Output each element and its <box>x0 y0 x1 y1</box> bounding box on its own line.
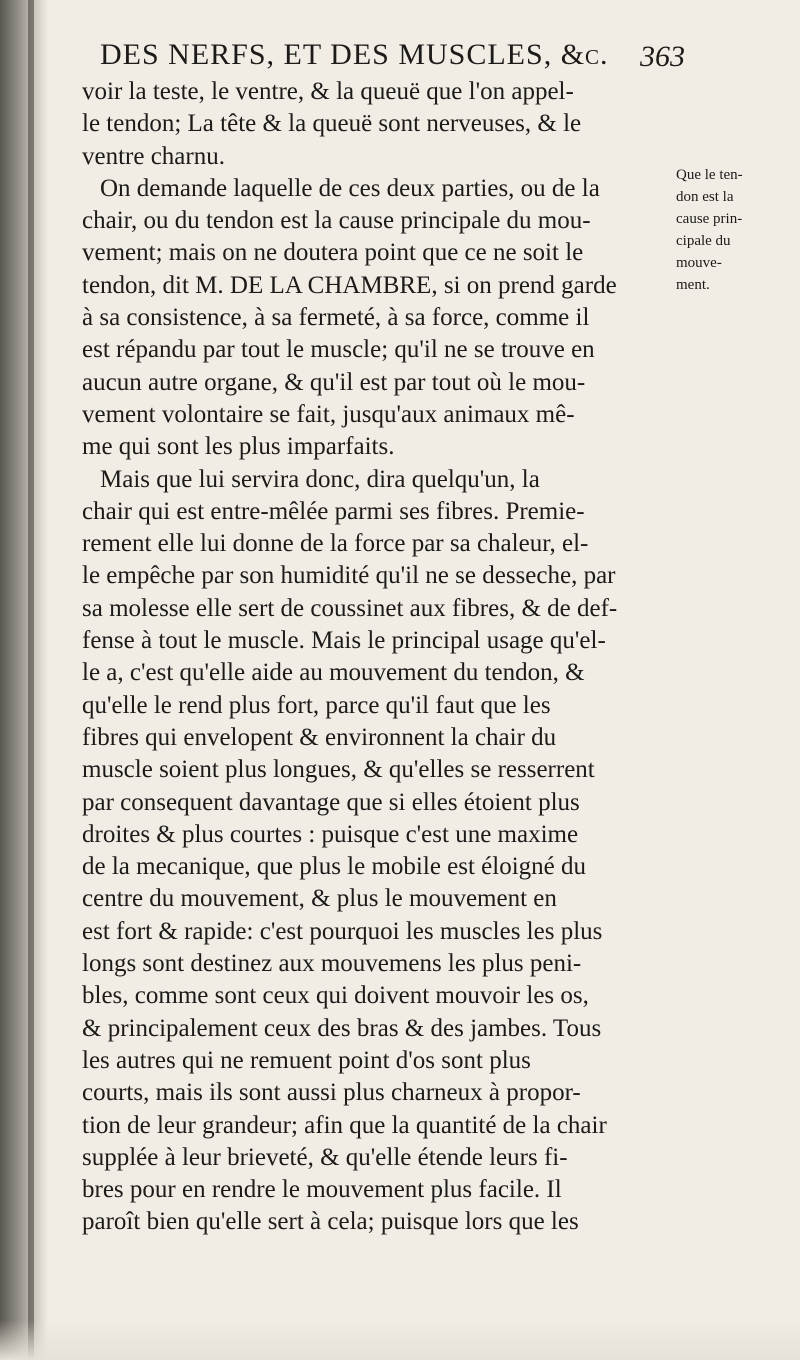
text-line: tion de leur grandeur; afin que la quantité de la chair <box>82 1111 607 1139</box>
text-line: muscle soient plus longues, & qu'elles se resserrent <box>82 756 595 784</box>
paragraph-start-line: Mais que lui servira donc, dira quelqu'un, la <box>100 465 540 493</box>
text-line: est fort & rapide: c'est pourquoi les muscles les plus <box>82 917 603 945</box>
text-line: longs sont destinez aux mouvemens les plus peni- <box>82 950 582 978</box>
text-line: droites & plus courtes : puisque c'est une maxime <box>82 820 579 848</box>
page-number: 363 <box>640 40 685 73</box>
margin-note-line: don est la <box>676 189 734 205</box>
page-edge <box>28 0 34 1360</box>
paragraph-start-line: On demande laquelle de ces deux parties, ou de la <box>100 174 600 202</box>
margin-note-line: Que le ten- <box>676 167 743 183</box>
text-line: le a, c'est qu'elle aide au mouvement du tendon, & <box>82 659 585 687</box>
margin-note-line: ment. <box>676 277 710 293</box>
text-line: fibres qui envelopent & environnent la chair du <box>82 723 557 751</box>
text-line: bles, comme sont ceux qui doivent mouvoir les os, <box>82 982 589 1010</box>
text-line: voir la teste, le ventre, & la queuë que l'on appel- <box>82 78 574 105</box>
text-line: courts, mais ils sont aussi plus charneux à propor- <box>82 1079 581 1107</box>
margin-note-line: cause prin- <box>676 211 743 227</box>
text-line: est répandu par tout le muscle; qu'il ne se trouve en <box>82 336 595 364</box>
text-line: le empêche par son humidité qu'il ne se desseche, par <box>82 562 616 590</box>
binding-shadow <box>0 0 48 1360</box>
text-line: me qui sont les plus imparfaits. <box>82 433 395 461</box>
text-line: & principalement ceux des bras & des jambes. Tous <box>82 1014 602 1042</box>
text-line: tendon, dit M. DE LA CHAMBRE, si on prend garde <box>82 271 617 299</box>
margin-note-line: mouve- <box>676 255 722 271</box>
text-line: ventre charnu. <box>82 142 225 170</box>
text-line: à sa consistence, à sa fermeté, à sa force, comme il <box>82 304 590 332</box>
text-line: qu'elle le rend plus fort, parce qu'il faut que les <box>82 691 551 719</box>
page-bottom-shade <box>0 1320 800 1360</box>
page-header <box>100 38 700 78</box>
text-line: chair, ou du tendon est la cause principale du mou- <box>82 207 591 235</box>
text-line: vement volontaire se fait, jusqu'aux animaux mê- <box>82 400 575 428</box>
margin-note-line: cipale du <box>676 233 731 249</box>
running-head: DES NERFS, ET DES MUSCLES, &c. <box>100 38 609 71</box>
text-line: par consequent davantage que si elles étoient plus <box>82 788 580 816</box>
text-line: aucun autre organe, & qu'il est par tout où le mou- <box>82 368 586 396</box>
text-line: supplée à leur brieveté, & qu'elle étende leurs fi- <box>82 1143 568 1171</box>
margin-note <box>676 164 798 296</box>
text-line: fense à tout le muscle. Mais le principal usage qu'el- <box>82 627 606 655</box>
text-line: centre du mouvement, & plus le mouvement en <box>82 885 557 913</box>
text-line: les autres qui ne remuent point d'os sont plus <box>82 1046 531 1074</box>
text-line: vement; mais on ne doutera point que ce ne soit le <box>82 239 584 267</box>
text-line: le tendon; La tête & la queuë sont nerveuses, & le <box>82 110 582 138</box>
body-text <box>82 76 672 1239</box>
text-line: rement elle lui donne de la force par sa chaleur, el- <box>82 530 589 558</box>
text-line: bres pour en rendre le mouvement plus facile. Il <box>82 1176 562 1204</box>
text-line: chair qui est entre-mêlée parmi ses fibres. Premie- <box>82 497 585 525</box>
text-line: paroît bien qu'elle sert à cela; puisque lors que les <box>82 1208 579 1236</box>
text-line: sa molesse elle sert de coussinet aux fibres, & de def- <box>82 594 618 622</box>
text-line: de la mecanique, que plus le mobile est éloigné du <box>82 853 587 881</box>
